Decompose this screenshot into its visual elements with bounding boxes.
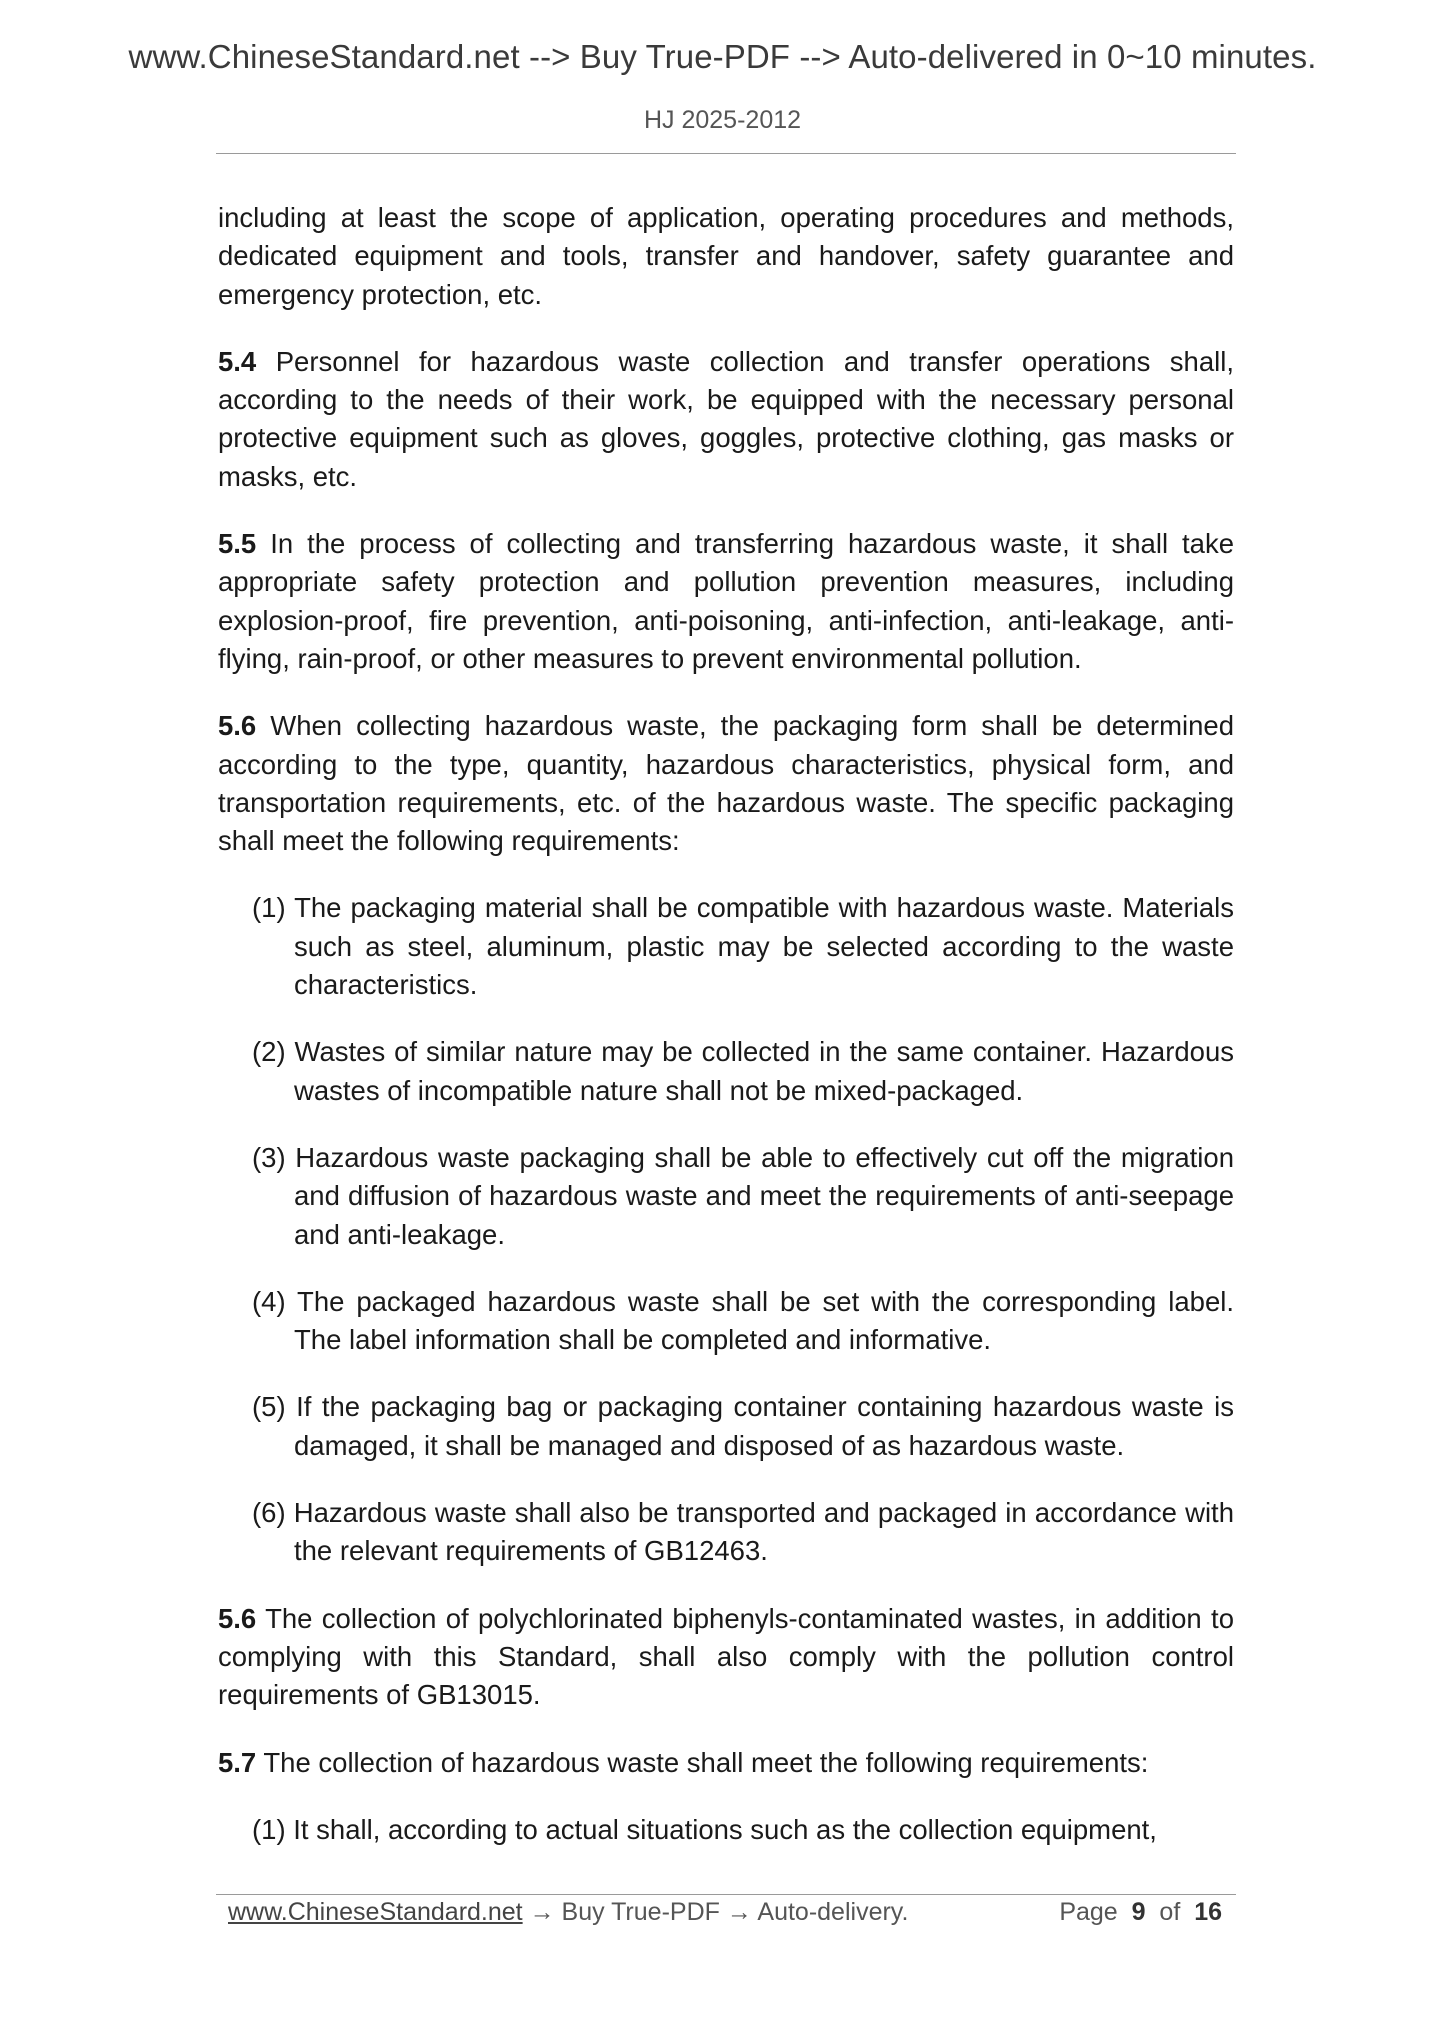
page-body [218,199,1234,1849]
current-page: 9 [1131,1898,1146,1926]
clause-number: 5.7 [218,1746,257,1778]
footer-divider [216,1894,1236,1895]
header-divider [216,153,1236,154]
clause-text: In the process of collecting and transferring hazardous waste, it shall take appropriate safety protection and pollution prevention measures, including explosion-proof, fire prevention, anti-poisoning, anti-infection, anti-leakage, anti-flying, rain-proof, or other measures to prevent environmental pollution. [218,528,1234,674]
footer-site-link[interactable]: www.ChineseStandard.net [228,1898,523,1926]
footer-promo [228,1898,908,1927]
list-item: (4) The packaged hazardous waste shall be set with the corresponding label. The label information shall be completed and informative. [252,1285,1234,1356]
clause-text: Personnel for hazardous waste collection and transfer operations shall, according to the needs of their work, be equipped with the necessary personal protective equipment such as gloves, goggles, protective clothing, gas masks or masks, etc. [218,345,1234,492]
clause-text: When collecting hazardous waste, the packaging form shall be determined according to the type, quantity, hazardous characteristics, physical form, and transportation requirements, etc. of the hazardous waste. The specific packaging shall meet the following requirements: [218,710,1234,857]
clause-5-5 [218,525,1234,678]
list-item: (6) Hazardous waste shall also be transported and packaged in accordance with the relevant requirements of GB12463. [252,1497,1234,1567]
clause-text: The collection of polychlorinated biphenyls-contaminated wastes, in addition to complying with this Standard, shall also comply with the pollution control requirements of GB13015. [218,1602,1234,1711]
list-item: (2) Wastes of similar nature may be collected in the same container. Hazardous wastes of incompatible nature shall not be mixed-packaged. [252,1036,1234,1106]
document-code: HJ 2025-2012 [643,106,802,134]
clause-number: 5.4 [218,345,257,377]
list-item: (1) It shall, according to actual situations such as the collection equipment, [252,1813,1157,1845]
intro-paragraph: including at least the scope of application, operating procedures and methods, dedicated equipment and tools, transfer and handover, safety guarantee and emergency protection, etc. [218,202,1234,310]
clause-text: The collection of hazardous waste shall meet the following requirements: [256,1746,1149,1778]
footer-promo-text: → Buy True-PDF → Auto-delivery. [522,1898,909,1926]
clause-5-6-pcb [218,1600,1234,1715]
list-item: (3) Hazardous waste packaging shall be able to effectively cut off the migration and diffusion of hazardous waste and meet the requirements of anti-seepage and anti-leakage. [252,1141,1234,1250]
of-label: of [1159,1898,1181,1926]
list-item: (1) The packaging material shall be compatible with hazardous waste. Materials such as steel, aluminum, plastic may be selected according to the waste characteristics. [252,892,1234,1001]
total-pages: 16 [1194,1898,1222,1926]
clause-number: 5.5 [218,528,257,560]
clause-5-4 [218,343,1234,496]
page-label: Page [1059,1898,1118,1926]
clause-number: 5.6 [218,1602,257,1634]
top-banner: www.ChineseStandard.net --> Buy True-PDF --> Auto-delivered in 0~10 minutes. [128,38,1317,75]
clause-5-7 [218,1744,1234,1782]
clause-number: 5.6 [218,710,257,742]
clause-5-6-packaging [218,707,1234,860]
list-item: (5) If the packaging bag or packaging container containing hazardous waste is damaged, it shall be managed and disposed of as hazardous waste. [252,1391,1234,1461]
page-number [1059,1898,1222,1927]
